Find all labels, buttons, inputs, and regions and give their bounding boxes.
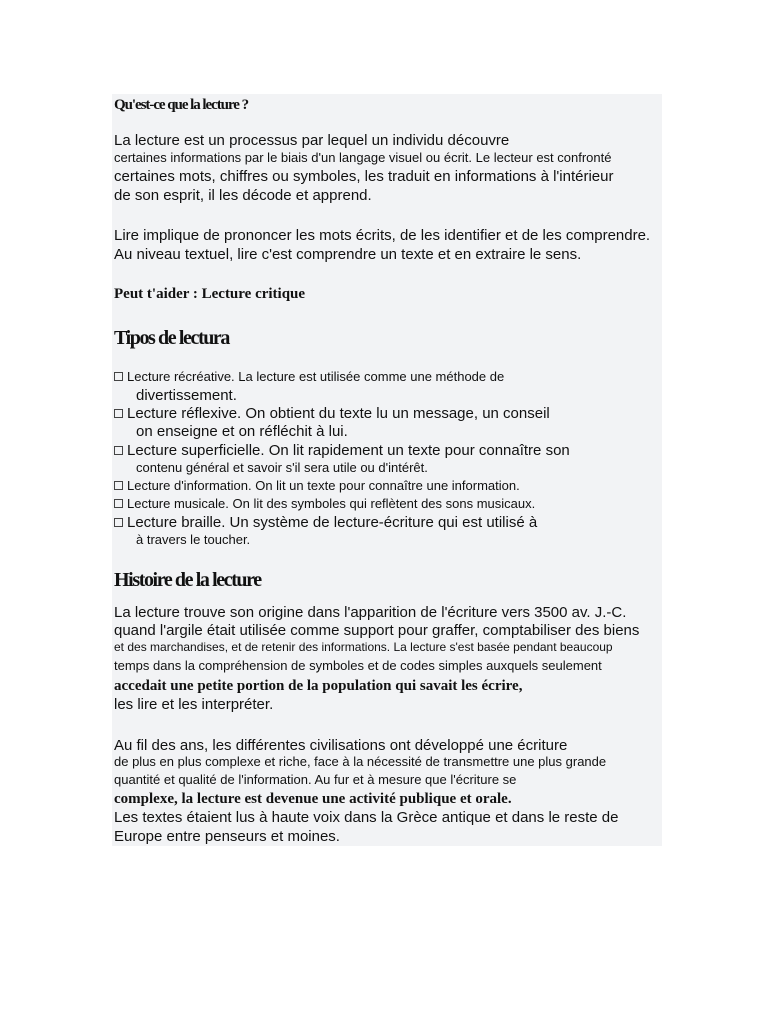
bullet-box-icon [114, 446, 123, 455]
list-item-continuation: à travers le toucher. [136, 532, 251, 547]
paragraph-line: de son esprit, il les décode et apprend. [114, 187, 372, 204]
list-item: Lecture musicale. On lit des symboles qui reflètent des sons musicaux. [114, 497, 535, 510]
list-item: Lecture d'information. On lit un texte pour connaître une information. [114, 479, 520, 492]
list-item-continuation: on enseigne et on réfléchit à lui. [136, 423, 348, 440]
paragraph-line: La lecture trouve son origine dans l'apparition de l'écriture vers 3500 av. J.-C. [114, 604, 627, 621]
paragraph-line: Au niveau textuel, lire c'est comprendre un texte et en extraire le sens. [114, 246, 582, 263]
paragraph-line: temps dans la compréhension de symboles et de codes simples auxquels seulement [114, 658, 602, 673]
list-item-continuation: divertissement. [136, 387, 237, 404]
section-title-lecture: Qu'est-ce que la lecture ? [114, 97, 249, 113]
bullet-box-icon [114, 372, 123, 381]
paragraph-line: La lecture est un processus par lequel un individu découvre [114, 132, 510, 149]
list-item: Lecture récréative. La lecture est utilisée comme une méthode de [114, 370, 504, 383]
paragraph-line: accedait une petite portion de la population qui savait les écrire, [114, 678, 523, 694]
paragraph-line: quand l'argile était utilisée comme support pour graffer, comptabiliser des biens [114, 622, 640, 639]
paragraph-line: Les textes étaient lus à haute voix dans la Grèce antique et dans le reste de [114, 809, 619, 826]
paragraph-line: Europe entre penseurs et moines. [114, 828, 340, 845]
paragraph-line: complexe, la lecture est devenue une activité publique et orale. [114, 791, 512, 807]
paragraph-line: certaines mots, chiffres ou symboles, les traduit en informations à l'intérieur [114, 168, 614, 185]
list-item: Lecture braille. Un système de lecture-écriture qui est utilisé à [114, 515, 537, 530]
paragraph-line: certaines informations par le biais d'un langage visuel ou écrit. Le lecteur est confronté [114, 150, 612, 165]
paragraph-line: de plus en plus complexe et riche, face à la nécessité de transmettre une plus grande [114, 754, 607, 769]
paragraph-line: et des marchandises, et de retenir des informations. La lecture s'est basée pendant beaucoup [114, 640, 613, 654]
list-item: Lecture superficielle. On lit rapidement un texte pour connaître son [114, 443, 570, 458]
help-link[interactable]: Peut t'aider : Lecture critique [114, 286, 306, 302]
paragraph-line: Au fil des ans, les différentes civilisations ont développé une écriture [114, 737, 568, 754]
list-item-continuation: contenu général et savoir s'il sera utile ou d'intérêt. [136, 460, 428, 475]
paragraph-line: les lire et les interpréter. [114, 696, 274, 713]
section-title-tipos: Tipos de lectura [114, 327, 230, 349]
section-title-histoire: Histoire de la lecture [114, 569, 261, 591]
paragraph-line: Lire implique de prononcer les mots écrits, de les identifier et de les comprendre. [114, 227, 651, 244]
paragraph-line: quantité et qualité de l'information. Au fur et à mesure que l'écriture se [114, 772, 517, 787]
bullet-box-icon [114, 518, 123, 527]
bullet-box-icon [114, 409, 123, 418]
bullet-box-icon [114, 481, 123, 490]
list-item: Lecture réflexive. On obtient du texte lu un message, un conseil [114, 406, 550, 421]
bullet-box-icon [114, 499, 123, 508]
